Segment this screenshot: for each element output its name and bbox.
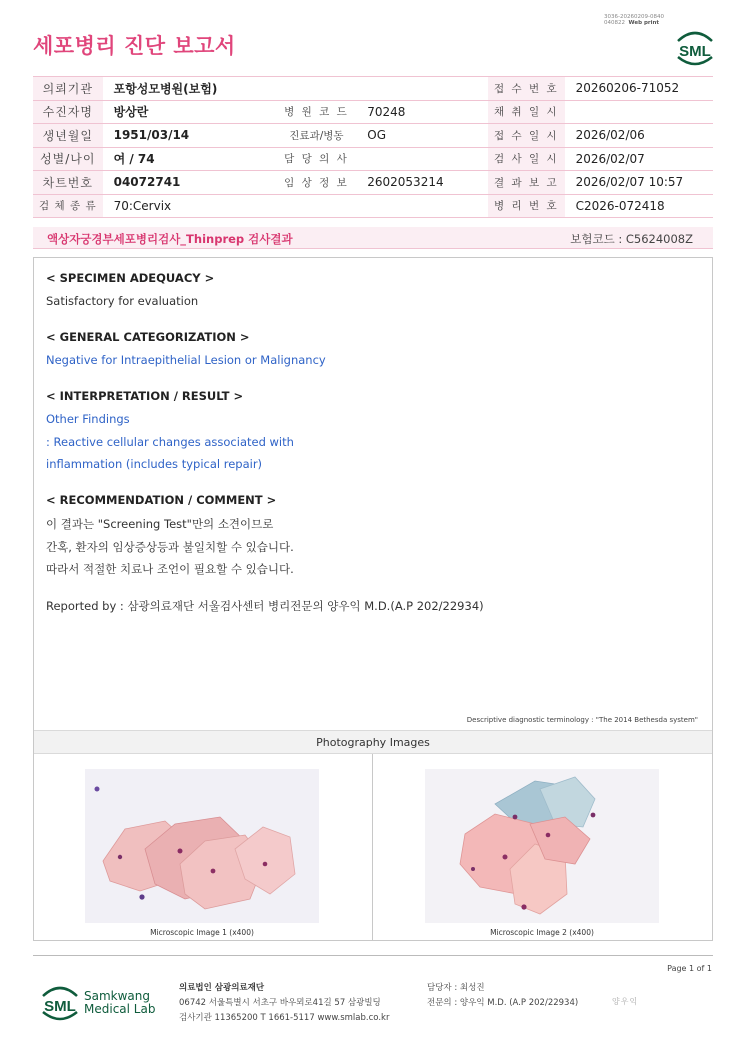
exam-name: 액상자궁경부세포병리검사_Thinprep 검사결과 xyxy=(47,232,293,246)
pathology-no-label: 병 리 번 호 xyxy=(488,194,565,218)
pathology-no-value: C2026-072418 xyxy=(565,194,713,218)
sex-age-label: 성별/나이 xyxy=(33,147,103,171)
category-heading: < GENERAL CATEGORIZATION > xyxy=(46,330,250,344)
contact-info: 검사기관 11365200 T 1661-5117 www.smlab.co.kr xyxy=(179,1013,390,1023)
info-row xyxy=(33,171,713,195)
info-row xyxy=(33,194,713,218)
patient-info-table xyxy=(33,76,713,218)
address: 06742 서울특별시 서초구 바우뫼로41길 57 삼광빌딩 xyxy=(179,998,381,1008)
brand-line-1: Samkwang xyxy=(84,989,150,1003)
comment-line-1: 이 결과는 "Screening Test"만의 소견이므로 xyxy=(46,517,274,531)
dept-label: 진료과/병동 xyxy=(277,124,357,148)
info-row xyxy=(33,124,713,148)
microscopic-image-1 xyxy=(85,769,319,923)
report-date-label: 결 과 보 고 xyxy=(488,171,565,195)
patient-label: 수진자명 xyxy=(33,100,103,124)
exam-date-label: 검 사 일 시 xyxy=(488,147,565,171)
result-box xyxy=(33,257,713,941)
report-date-value: 2026/02/07 10:57 xyxy=(565,171,713,195)
svg-text:SML: SML xyxy=(679,43,711,60)
clinical-value: 2602053214 xyxy=(356,171,488,195)
footer-divider xyxy=(33,955,713,956)
adequacy-heading: < SPECIMEN ADEQUACY > xyxy=(46,271,215,285)
info-row xyxy=(33,147,713,171)
collection-date-value xyxy=(565,100,713,124)
comment-line-3: 따라서 적절한 치료나 조언이 필요할 수 있습니다. xyxy=(46,562,294,576)
dept-value: OG xyxy=(356,124,488,148)
pathologist: 전문의 : 양우익 M.D. (A.P 202/22934) xyxy=(427,998,579,1008)
web-print-label: Web print xyxy=(628,20,660,26)
staff-in-charge: 담당자 : 최성진 xyxy=(427,983,485,993)
hospital-code-value: 70248 xyxy=(356,100,488,124)
comment-line-2: 간혹, 환자의 임상증상등과 불일치할 수 있습니다. xyxy=(46,540,294,554)
requesting-org-value: 포항성모병원(보험) xyxy=(103,77,488,101)
insurance-code: 보험코드 : C5624008Z xyxy=(570,232,693,246)
photo-divider xyxy=(372,754,373,941)
sml-logo xyxy=(673,27,717,67)
category-text: Negative for Intraepithelial Lesion or Malignancy xyxy=(46,353,326,367)
report-title: 세포병리 진단 보고서 xyxy=(33,34,236,58)
recommendation-heading: < RECOMMENDATION / COMMENT > xyxy=(46,493,277,507)
microscopic-image-2 xyxy=(425,769,659,923)
chart-value: 04072741 xyxy=(103,171,277,195)
info-row xyxy=(33,100,713,124)
reported-by: Reported by : 삼광의료재단 서울검사센터 병리전문의 양우익 M.D.(A.P 202/22934) xyxy=(46,599,484,613)
requesting-org-label: 의뢰기관 xyxy=(33,77,103,101)
corporation-name: 의료법인 삼광의료재단 xyxy=(179,983,265,993)
interpretation-line-3: inflammation (includes typical repair) xyxy=(46,457,263,471)
document-code-line1: 3036-20260209-0840 xyxy=(604,14,664,20)
clinical-label: 임 상 정 보 xyxy=(277,171,357,195)
interpretation-line-2: : Reactive cellular changes associated with xyxy=(46,435,294,449)
signature: 양우익 xyxy=(612,997,639,1006)
exam-date-value: 2026/02/07 xyxy=(565,147,713,171)
exam-bar xyxy=(33,227,713,249)
hospital-code-label: 병 원 코 드 xyxy=(277,100,357,124)
sml-logo-footer xyxy=(38,982,82,1022)
birth-label: 생년월일 xyxy=(33,124,103,148)
sex-age-value: 여 / 74 xyxy=(103,147,277,171)
doctor-label: 담 당 의 사 xyxy=(277,147,357,171)
image-1-caption: Microscopic Image 1 (x400) xyxy=(150,928,254,937)
patient-value: 방상란 xyxy=(103,100,277,124)
info-row xyxy=(33,77,713,101)
receipt-no-value: 20260206-71052 xyxy=(565,77,713,101)
document-code xyxy=(604,14,664,26)
brand-line-2: Medical Lab xyxy=(84,1002,156,1016)
collection-date-label: 채 취 일 시 xyxy=(488,100,565,124)
terminology-note: Descriptive diagnostic terminology : "The 2014 Bethesda system" xyxy=(466,716,698,724)
adequacy-text: Satisfactory for evaluation xyxy=(46,294,199,308)
brand-name xyxy=(84,990,155,1016)
receipt-no-label: 접 수 번 호 xyxy=(488,77,565,101)
svg-text:SML: SML xyxy=(44,998,76,1015)
photography-heading: Photography Images xyxy=(34,730,712,754)
document-code-line2: 040822 xyxy=(604,20,625,26)
page-number: Page 1 of 1 xyxy=(667,964,712,973)
image-2-caption: Microscopic Image 2 (x400) xyxy=(490,928,594,937)
birth-value: 1951/03/14 xyxy=(103,124,277,148)
doctor-value xyxy=(356,147,488,171)
specimen-label: 검 체 종 류 xyxy=(33,194,103,218)
receipt-date-value: 2026/02/06 xyxy=(565,124,713,148)
interpretation-line-1: Other Findings xyxy=(46,412,130,426)
interpretation-heading: < INTERPRETATION / RESULT > xyxy=(46,389,244,403)
chart-label: 차트번호 xyxy=(33,171,103,195)
specimen-value: 70:Cervix xyxy=(103,194,488,218)
receipt-date-label: 접 수 일 시 xyxy=(488,124,565,148)
